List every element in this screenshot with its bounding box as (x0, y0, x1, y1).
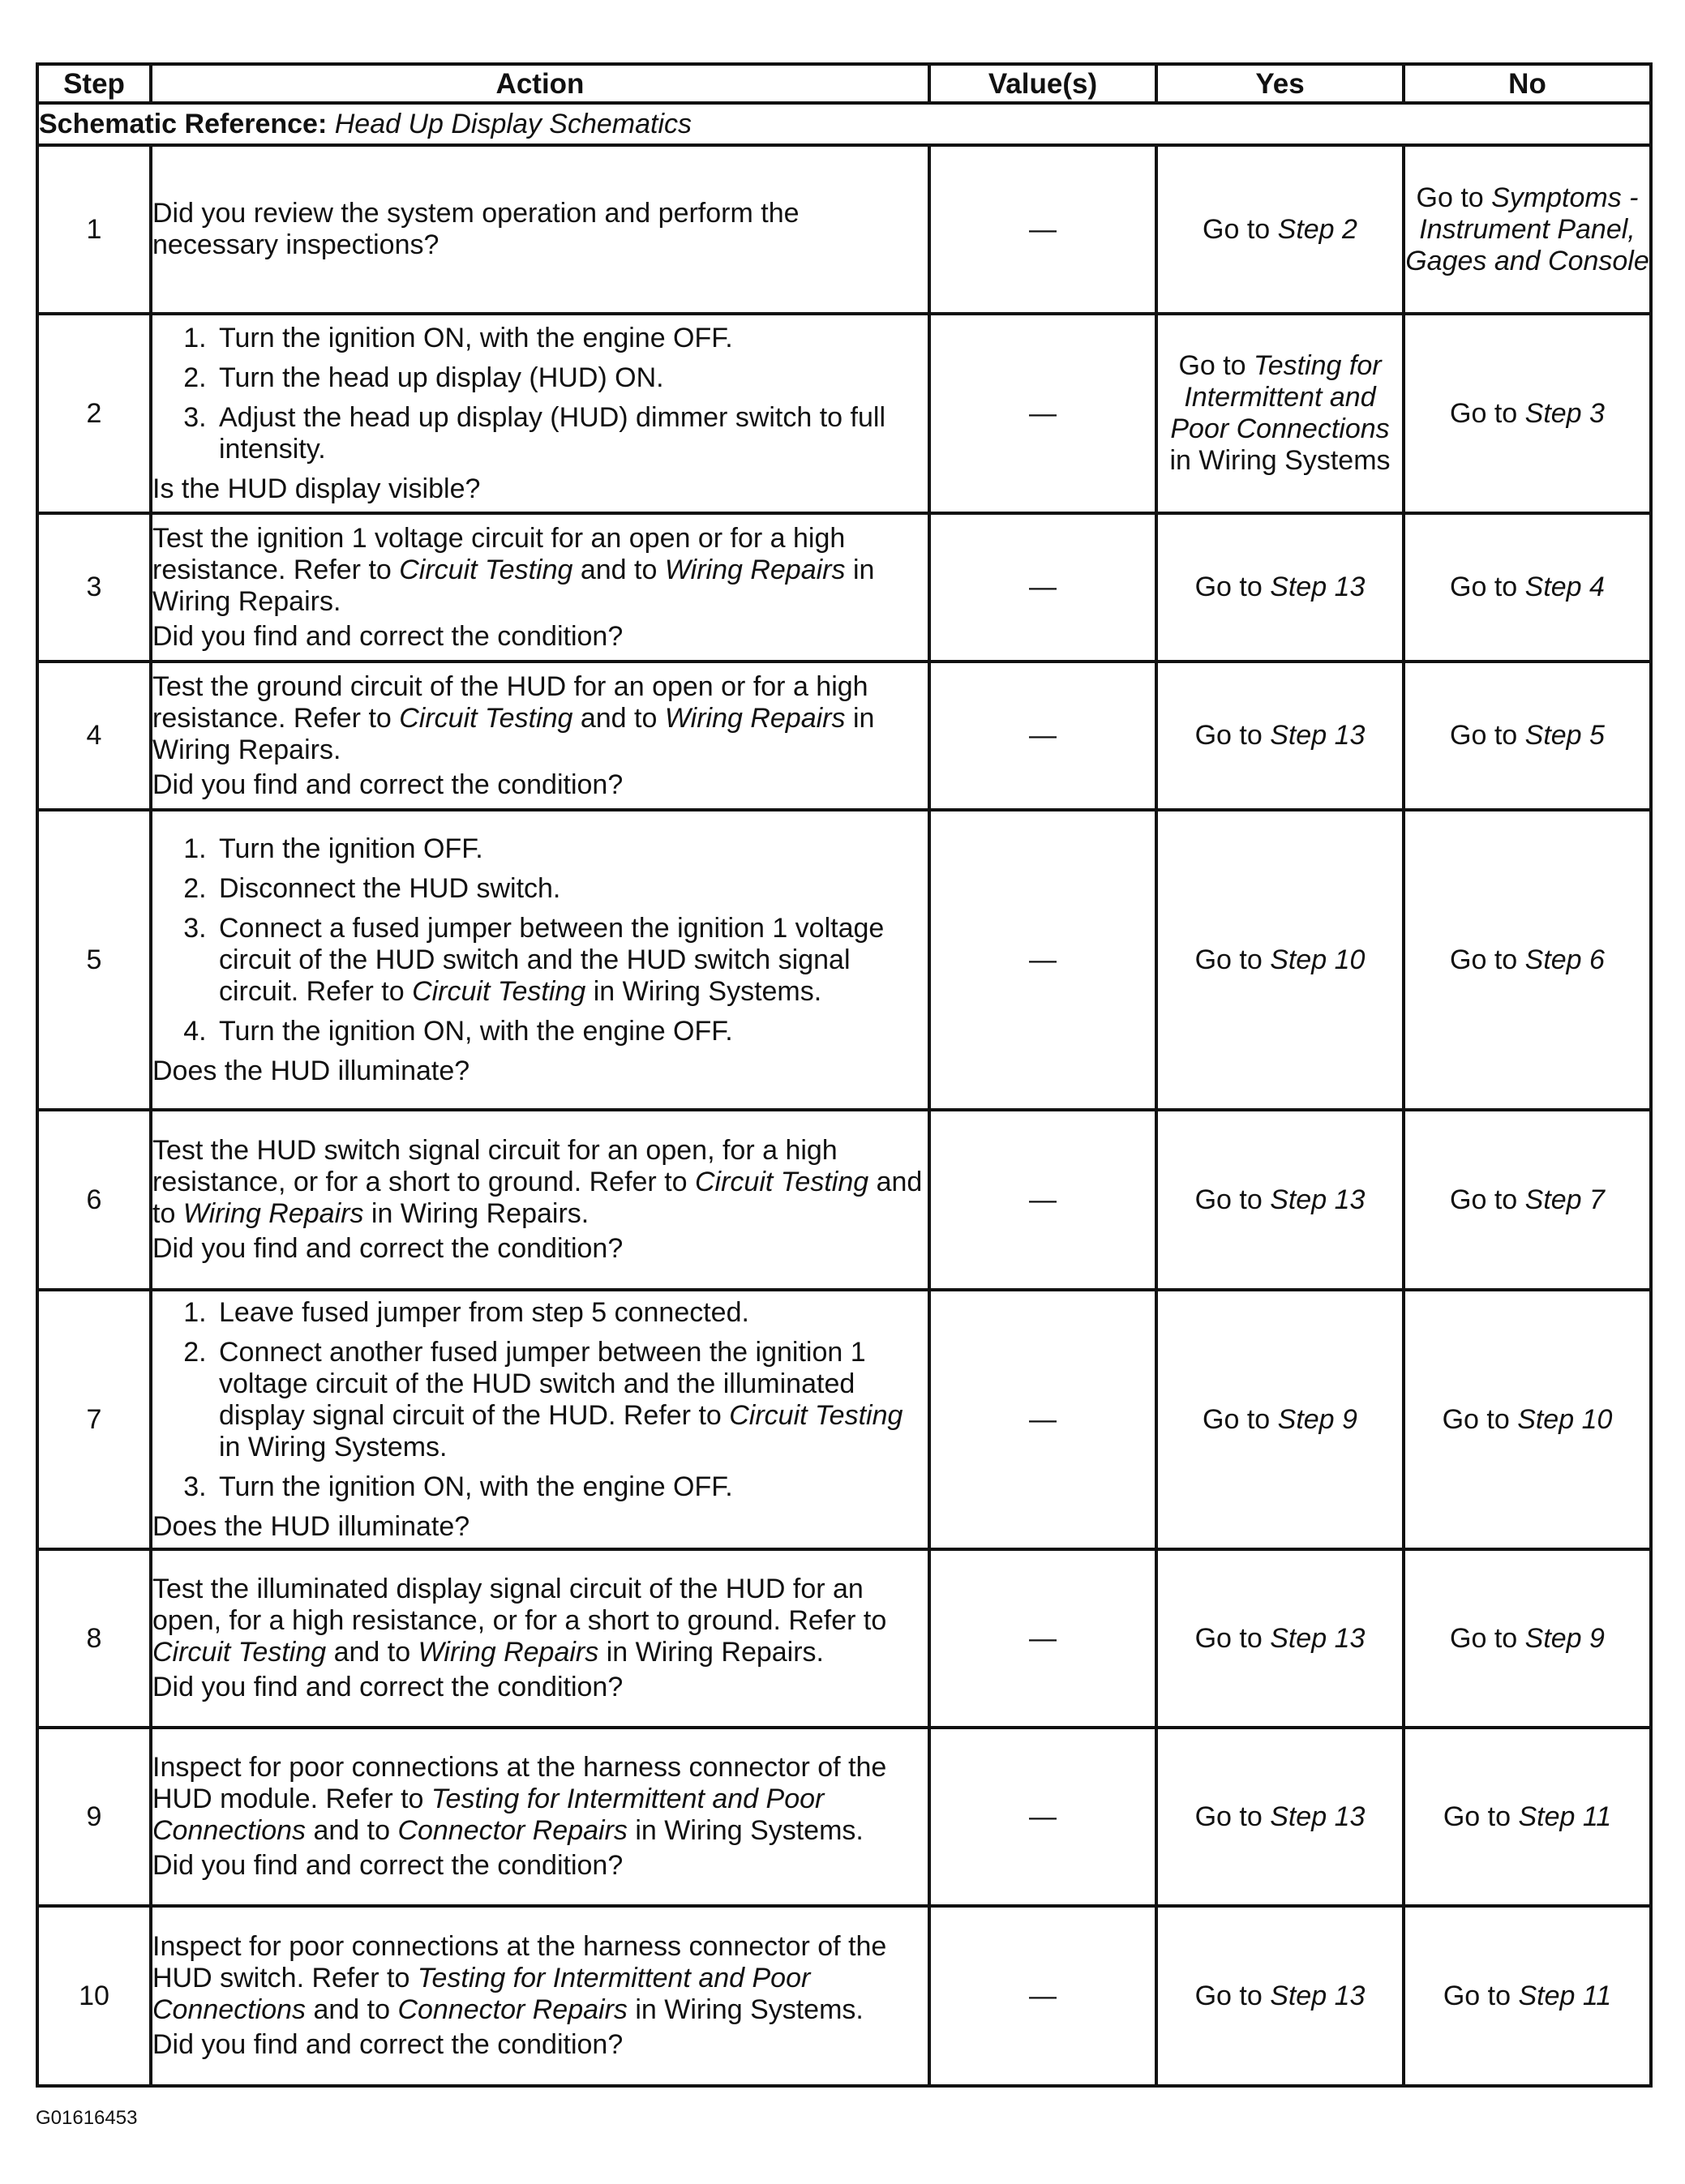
reference-link[interactable]: Circuit Testing (399, 702, 573, 734)
col-header-action: Action (151, 64, 929, 103)
step-number: 10 (37, 1906, 151, 2086)
step-number: 3 (37, 513, 151, 662)
action-substep: 2. Disconnect the HUD switch. (214, 873, 928, 905)
value-cell: — (929, 314, 1156, 513)
reference-link[interactable]: Connector Repairs (397, 1815, 628, 1846)
yes-cell: Go to Step 13 (1156, 1906, 1404, 2086)
step-row (37, 1728, 1651, 1906)
step-number: 2 (37, 314, 151, 513)
action-question: Did you find and correct the condition? (152, 1233, 624, 1264)
action-cell (151, 314, 929, 513)
no-cell: Go to Symptoms - Instrument Panel, Gages and Console (1404, 145, 1651, 314)
schematic-reference-row (37, 103, 1651, 145)
reference-link[interactable]: Step 2 (1277, 213, 1357, 245)
value-cell: — (929, 1110, 1156, 1290)
schematic-reference (37, 103, 1651, 145)
col-header-no: No (1404, 64, 1651, 103)
step-number: 4 (37, 662, 151, 810)
action-substep: 2. Connect another fused jumper between the ignition 1 voltage circuit of the HUD switch and the illuminated display signal circuit of the HUD. Refer to Circuit Testing in Wiring Systems. (214, 1337, 928, 1463)
figure-id: G01616453 (36, 2107, 138, 2129)
action-question: Did you find and correct the condition? (152, 620, 624, 652)
reference-link[interactable]: Connector Repairs (397, 1994, 628, 2025)
diagnostic-table (36, 62, 1653, 2088)
value-cell: — (929, 810, 1156, 1110)
no-cell: Go to Step 5 (1404, 662, 1651, 810)
reference-link[interactable]: Step 10 (1517, 1403, 1613, 1435)
action-substep: 2. Turn the head up display (HUD) ON. (214, 362, 928, 394)
reference-link[interactable]: Step 7 (1524, 1184, 1605, 1215)
value-cell: — (929, 1549, 1156, 1728)
schematic-reference-label: Schematic Reference: (39, 108, 328, 139)
schematic-reference-link[interactable]: Head Up Display Schematics (334, 108, 692, 139)
reference-link[interactable]: Step 10 (1270, 944, 1366, 975)
reference-link[interactable]: Circuit Testing (152, 1637, 327, 1668)
action-substep: 3. Turn the ignition ON, with the engine OFF. (214, 1471, 928, 1503)
action-substep: 3. Adjust the head up display (HUD) dimmer switch to full intensity. (214, 402, 928, 465)
reference-link[interactable]: Wiring Repairs (664, 702, 846, 734)
reference-link[interactable]: Step 6 (1524, 944, 1605, 975)
reference-link[interactable]: Testing for Intermittent and Poor Connections (152, 1784, 825, 1846)
reference-link[interactable]: Testing for Intermittent and Poor Connections (152, 1963, 811, 2025)
action-cell (151, 1110, 929, 1290)
action-cell (151, 1549, 929, 1728)
step-row (37, 1906, 1651, 2086)
reference-link[interactable]: Step 13 (1270, 720, 1366, 751)
yes-cell: Go to Step 10 (1156, 810, 1404, 1110)
step-row (37, 1290, 1651, 1549)
step-number: 9 (37, 1728, 151, 1906)
step-row (37, 1549, 1651, 1728)
yes-cell: Go to Step 13 (1156, 662, 1404, 810)
value-cell: — (929, 513, 1156, 662)
step-number: 7 (37, 1290, 151, 1549)
action-question: Is the HUD display visible? (152, 473, 481, 504)
action-question: Did you find and correct the condition? (152, 769, 624, 800)
reference-link[interactable]: Wiring Repairs (182, 1198, 364, 1229)
no-cell: Go to Step 7 (1404, 1110, 1651, 1290)
step-number: 1 (37, 145, 151, 314)
no-cell: Go to Step 4 (1404, 513, 1651, 662)
reference-link[interactable]: Step 13 (1270, 572, 1366, 602)
no-cell: Go to Step 10 (1404, 1290, 1651, 1549)
value-cell: — (929, 145, 1156, 314)
step-row (37, 513, 1651, 662)
step-number: 5 (37, 810, 151, 1110)
reference-link[interactable]: Testing for Intermittent and Poor Connections (1170, 350, 1390, 444)
step-number: 8 (37, 1549, 151, 1728)
reference-link[interactable]: Step 13 (1270, 1622, 1366, 1654)
value-cell: — (929, 1290, 1156, 1549)
reference-link[interactable]: Circuit Testing (399, 554, 573, 585)
step-number: 6 (37, 1110, 151, 1290)
step-row (37, 145, 1651, 314)
action-substep: 1. Turn the ignition ON, with the engine OFF. (214, 323, 928, 354)
action-substep: 1. Turn the ignition OFF. (214, 833, 928, 865)
step-row (37, 314, 1651, 513)
value-cell: — (929, 1728, 1156, 1906)
no-cell: Go to Step 11 (1404, 1728, 1651, 1906)
action-substep: 3. Connect a fused jumper between the ignition 1 voltage circuit of the HUD switch and the HUD switch signal circuit. Refer to Circuit Testing in Wiring Systems. (214, 913, 928, 1008)
action-text: Test the illuminated display signal circuit of the HUD for an open, for a high resistance, or for a short to ground. Refer to Circuit Testing and to Wiring Repairs in Wiring Repairs. (152, 1574, 887, 1668)
action-question: Did you find and correct the condition? (152, 1850, 624, 1881)
reference-link[interactable]: Step 9 (1524, 1622, 1605, 1654)
action-text: Inspect for poor connections at the harness connector of the HUD switch. Refer to Testing for Intermittent and Poor Connections and to Connector Repairs in Wiring Systems. (152, 1931, 887, 2025)
no-cell: Go to Step 9 (1404, 1549, 1651, 1728)
no-cell: Go to Step 3 (1404, 314, 1651, 513)
reference-link[interactable]: Circuit Testing (729, 1399, 903, 1431)
action-substep: 1. Leave fused jumper from step 5 connected. (214, 1297, 928, 1329)
reference-link[interactable]: Step 11 (1518, 1801, 1612, 1832)
yes-cell: Go to Step 13 (1156, 1728, 1404, 1906)
yes-cell: Go to Step 9 (1156, 1290, 1404, 1549)
col-header-yes: Yes (1156, 64, 1404, 103)
step-row (37, 1110, 1651, 1290)
action-substep: 4. Turn the ignition ON, with the engine OFF. (214, 1016, 928, 1047)
no-cell: Go to Step 6 (1404, 810, 1651, 1110)
reference-link[interactable]: Circuit Testing (412, 975, 586, 1007)
no-cell: Go to Step 11 (1404, 1906, 1651, 2086)
col-header-step: Step (37, 64, 151, 103)
action-question: Did you find and correct the condition? (152, 2029, 624, 2060)
action-cell (151, 513, 929, 662)
col-header-values: Value(s) (929, 64, 1156, 103)
reference-link[interactable]: Symptoms - Instrument Panel, Gages and Console (1405, 182, 1649, 276)
reference-link[interactable]: Step 5 (1524, 720, 1605, 751)
yes-cell: Go to Step 13 (1156, 1110, 1404, 1290)
value-cell: — (929, 1906, 1156, 2086)
reference-link[interactable]: Step 3 (1524, 397, 1605, 429)
yes-cell: Go to Step 2 (1156, 145, 1404, 314)
reference-link[interactable]: Wiring Repairs (418, 1637, 599, 1668)
value-cell: — (929, 662, 1156, 810)
header-row (37, 64, 1651, 103)
action-cell (151, 810, 929, 1110)
step-row (37, 662, 1651, 810)
yes-cell: Go to Testing for Intermittent and Poor Connections in Wiring Systems (1156, 314, 1404, 513)
diagnostic-document (36, 62, 1649, 2088)
reference-link[interactable]: Step 13 (1270, 1980, 1366, 2011)
action-text: Did you review the system operation and perform the necessary inspections? (152, 198, 800, 260)
reference-link[interactable]: Step 13 (1270, 1801, 1366, 1832)
action-substeps (152, 323, 928, 465)
action-substeps (152, 833, 928, 1047)
reference-link[interactable]: Wiring Repairs (664, 554, 846, 585)
action-text: Inspect for poor connections at the harness connector of the HUD module. Refer to Testing for Intermittent and Poor Connections and to Connector Repairs in Wiring Systems. (152, 1752, 887, 1846)
action-text: Test the ignition 1 voltage circuit for an open or for a high resistance. Refer to Circuit Testing and to Wiring Repairs in Wiring Repairs. (152, 522, 875, 617)
reference-link[interactable]: Step 4 (1524, 572, 1605, 602)
action-substeps (152, 1297, 928, 1503)
reference-link[interactable]: Step 11 (1518, 1980, 1612, 2011)
yes-cell: Go to Step 13 (1156, 1549, 1404, 1728)
step-row (37, 810, 1651, 1110)
action-cell (151, 1728, 929, 1906)
action-cell (151, 662, 929, 810)
action-cell (151, 145, 929, 314)
yes-cell: Go to Step 13 (1156, 513, 1404, 662)
reference-link[interactable]: Step 9 (1277, 1403, 1357, 1435)
reference-link[interactable]: Step 13 (1270, 1184, 1366, 1215)
action-question: Does the HUD illuminate? (152, 1055, 470, 1086)
reference-link[interactable]: Circuit Testing (695, 1167, 869, 1197)
action-text: Test the HUD switch signal circuit for an open, for a high resistance, or for a short to ground. Refer to Circuit Testing and to Wiring Repairs in Wiring Repairs. (152, 1135, 923, 1229)
action-question: Does the HUD illuminate? (152, 1510, 470, 1542)
action-text: Test the ground circuit of the HUD for an open or for a high resistance. Refer to Circuit Testing and to Wiring Repairs in Wiring Repairs. (152, 670, 875, 765)
action-cell (151, 1906, 929, 2086)
action-cell (151, 1290, 929, 1549)
action-question: Did you find and correct the condition? (152, 1672, 624, 1702)
